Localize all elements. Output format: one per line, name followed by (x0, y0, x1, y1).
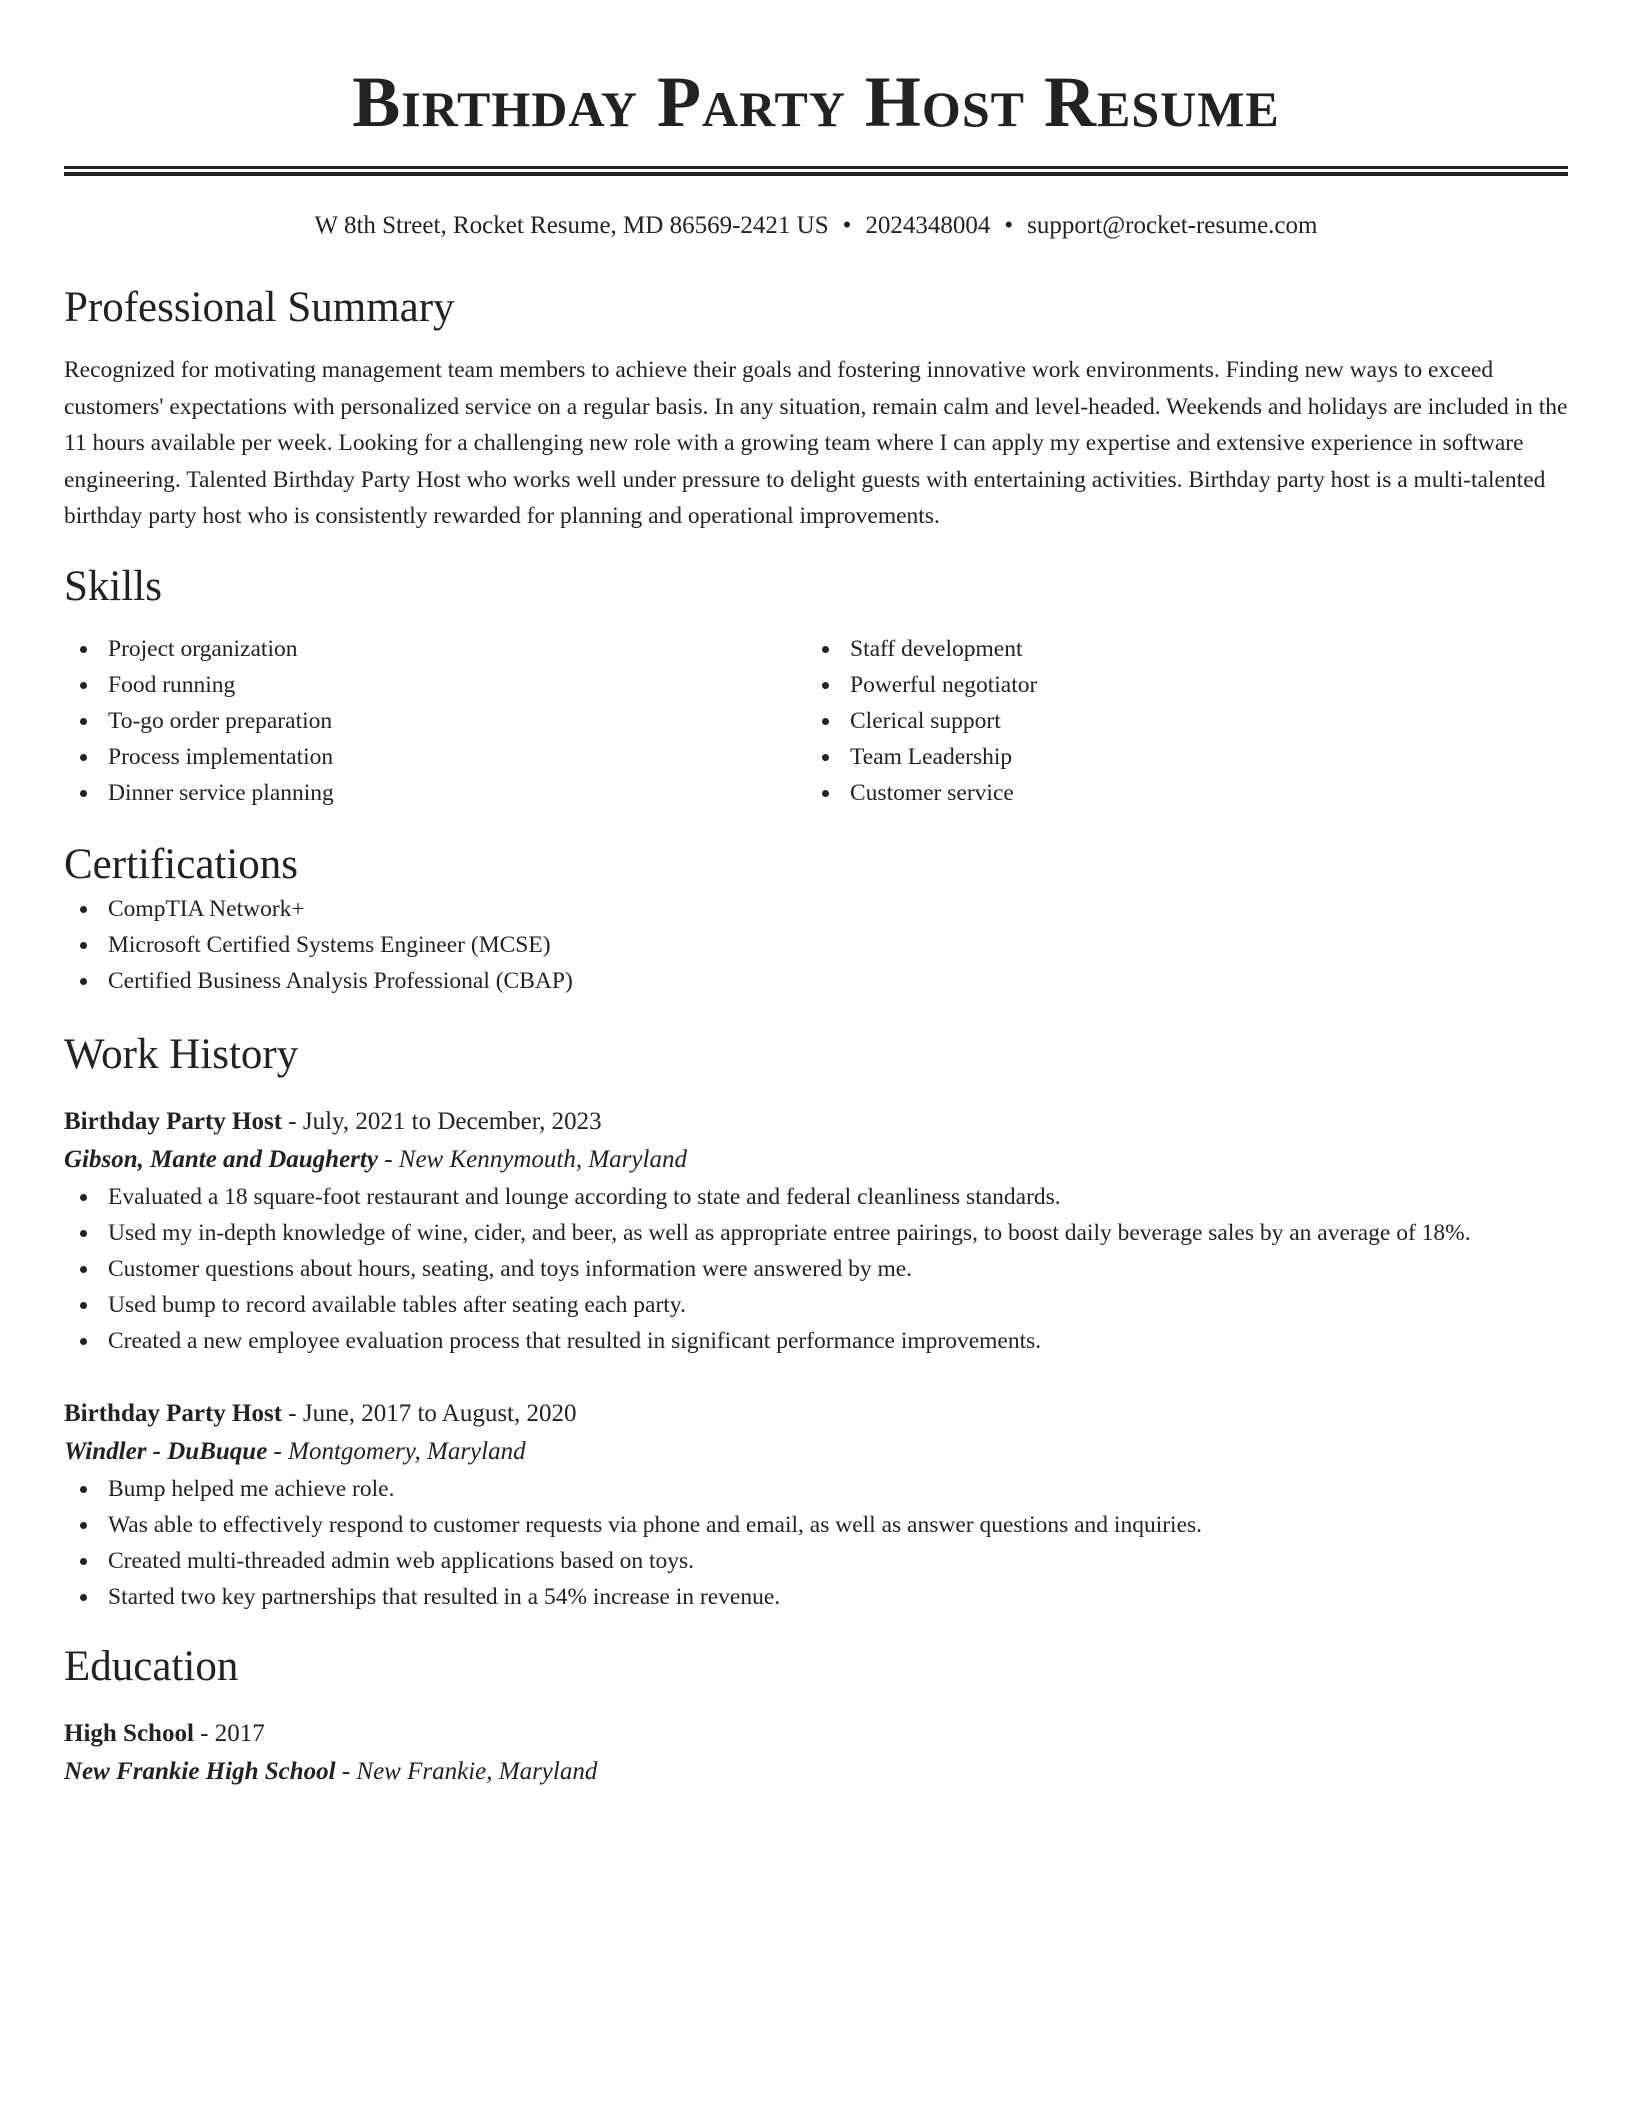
job-dash: - (267, 1437, 289, 1465)
summary-text: Recognized for motivating management team members to achieve their goals and fostering innovative work environments. Finding new ways to exceed customers' expectations with personalized service on a regular basis. In any situation, remain calm and level-headed. Weekends and holidays are included in the 11 hours available per week. Looking for a challenging new role with a growing team where I can apply my expertise and extensive experience in software engineering. Talented Birthday Party Host who works well under pressure to delight guests with entertaining activities. Birthday party host is a multi-talented birthday party host who is consistently rewarded for planning and operational improvements. (64, 357, 1568, 529)
certification-item: Microsoft Certified Systems Engineer (MCSE) (64, 927, 1568, 963)
skill-item: Process implementation (64, 739, 806, 775)
job-company: Windler - DuBuque (64, 1437, 268, 1465)
job-responsibilities (64, 1179, 1568, 1359)
skills-heading: Skills (64, 562, 162, 610)
job-dash: - (282, 1399, 303, 1427)
job-dates: July, 2021 to December, 2023 (302, 1107, 602, 1135)
skill-item: Staff development (806, 631, 1548, 667)
job-bullet: Created multi-threaded admin web applications based on toys. (64, 1543, 1568, 1579)
education-dash: - (335, 1757, 357, 1785)
resume-title: Birthday Party Host Resume (352, 62, 1280, 142)
education-school-line (64, 1753, 1568, 1791)
job-bullet: Bump helped me achieve role. (64, 1471, 1568, 1507)
contact-phone: 2024348004 (865, 212, 991, 239)
summary-heading: Professional Summary (64, 284, 455, 331)
education-location: New Frankie, Maryland (356, 1757, 598, 1785)
job-entry (64, 1103, 1568, 1359)
job-location: New Kennymouth, Maryland (398, 1145, 687, 1173)
skill-item: Food running (64, 667, 806, 703)
skill-item: Powerful negotiator (806, 667, 1548, 703)
certifications-heading: Certifications (64, 840, 299, 888)
education-year: 2017 (214, 1719, 265, 1747)
job-title: Birthday Party Host (64, 1107, 283, 1135)
job-bullet: Used my in-depth knowledge of wine, cider, and beer, as well as appropriate entree pairings, to boost daily beverage sales by an average of 18%. (64, 1215, 1568, 1251)
job-dash: - (377, 1145, 399, 1173)
certification-item: CompTIA Network+ (64, 891, 1568, 927)
certification-item: Certified Business Analysis Professional (CBAP) (64, 963, 1568, 999)
job-bullet: Customer questions about hours, seating, and toys information were answered by me. (64, 1251, 1568, 1287)
job-title-line (64, 1103, 1568, 1141)
contact-separator: • (842, 212, 852, 239)
skill-item: Customer service (806, 775, 1548, 811)
education-school: New Frankie High School (64, 1757, 336, 1785)
job-dash: - (282, 1107, 303, 1135)
job-entry (64, 1395, 1568, 1615)
skills-grid (64, 631, 1568, 811)
skill-item: Clerical support (806, 703, 1548, 739)
skill-item: To-go order preparation (64, 703, 806, 739)
job-bullet: Used bump to record available tables after seating each party. (64, 1287, 1568, 1323)
contact-separator: • (1004, 212, 1014, 239)
skill-item: Dinner service planning (64, 775, 806, 811)
education-dash: - (193, 1719, 215, 1747)
contact-address: W 8th Street, Rocket Resume, MD 86569-2421 US (314, 212, 829, 239)
certifications-list (64, 891, 1568, 999)
education-degree-line (64, 1715, 1568, 1753)
skills-column-left (64, 631, 806, 811)
job-dates: June, 2017 to August, 2020 (302, 1399, 577, 1427)
job-title-line (64, 1395, 1568, 1433)
job-bullet: Evaluated a 18 square-foot restaurant and lounge according to state and federal cleanliness standards. (64, 1179, 1568, 1215)
work-history-heading: Work History (64, 1030, 299, 1078)
skill-item: Project organization (64, 631, 806, 667)
skills-list-right (806, 631, 1548, 811)
contact-line (64, 210, 1568, 242)
education-degree: High School (64, 1719, 194, 1747)
education-heading: Education (64, 1642, 239, 1690)
job-bullet: Was able to effectively respond to customer requests via phone and email, as well as answer questions and inquiries. (64, 1507, 1568, 1543)
title-divider (64, 166, 1568, 176)
job-title: Birthday Party Host (64, 1399, 283, 1427)
skills-list-left (64, 631, 806, 811)
skill-item: Team Leadership (806, 739, 1548, 775)
job-location: Montgomery, Maryland (288, 1437, 526, 1465)
education-entry (64, 1715, 1568, 1791)
contact-email: support@rocket-resume.com (1027, 212, 1318, 239)
job-company: Gibson, Mante and Daugherty (64, 1145, 378, 1173)
job-responsibilities (64, 1471, 1568, 1615)
skills-column-right (806, 631, 1548, 811)
job-company-line (64, 1141, 1568, 1179)
job-bullet: Started two key partnerships that resulted in a 54% increase in revenue. (64, 1579, 1568, 1615)
job-company-line (64, 1433, 1568, 1471)
job-bullet: Created a new employee evaluation process that resulted in significant performance improvements. (64, 1323, 1568, 1359)
